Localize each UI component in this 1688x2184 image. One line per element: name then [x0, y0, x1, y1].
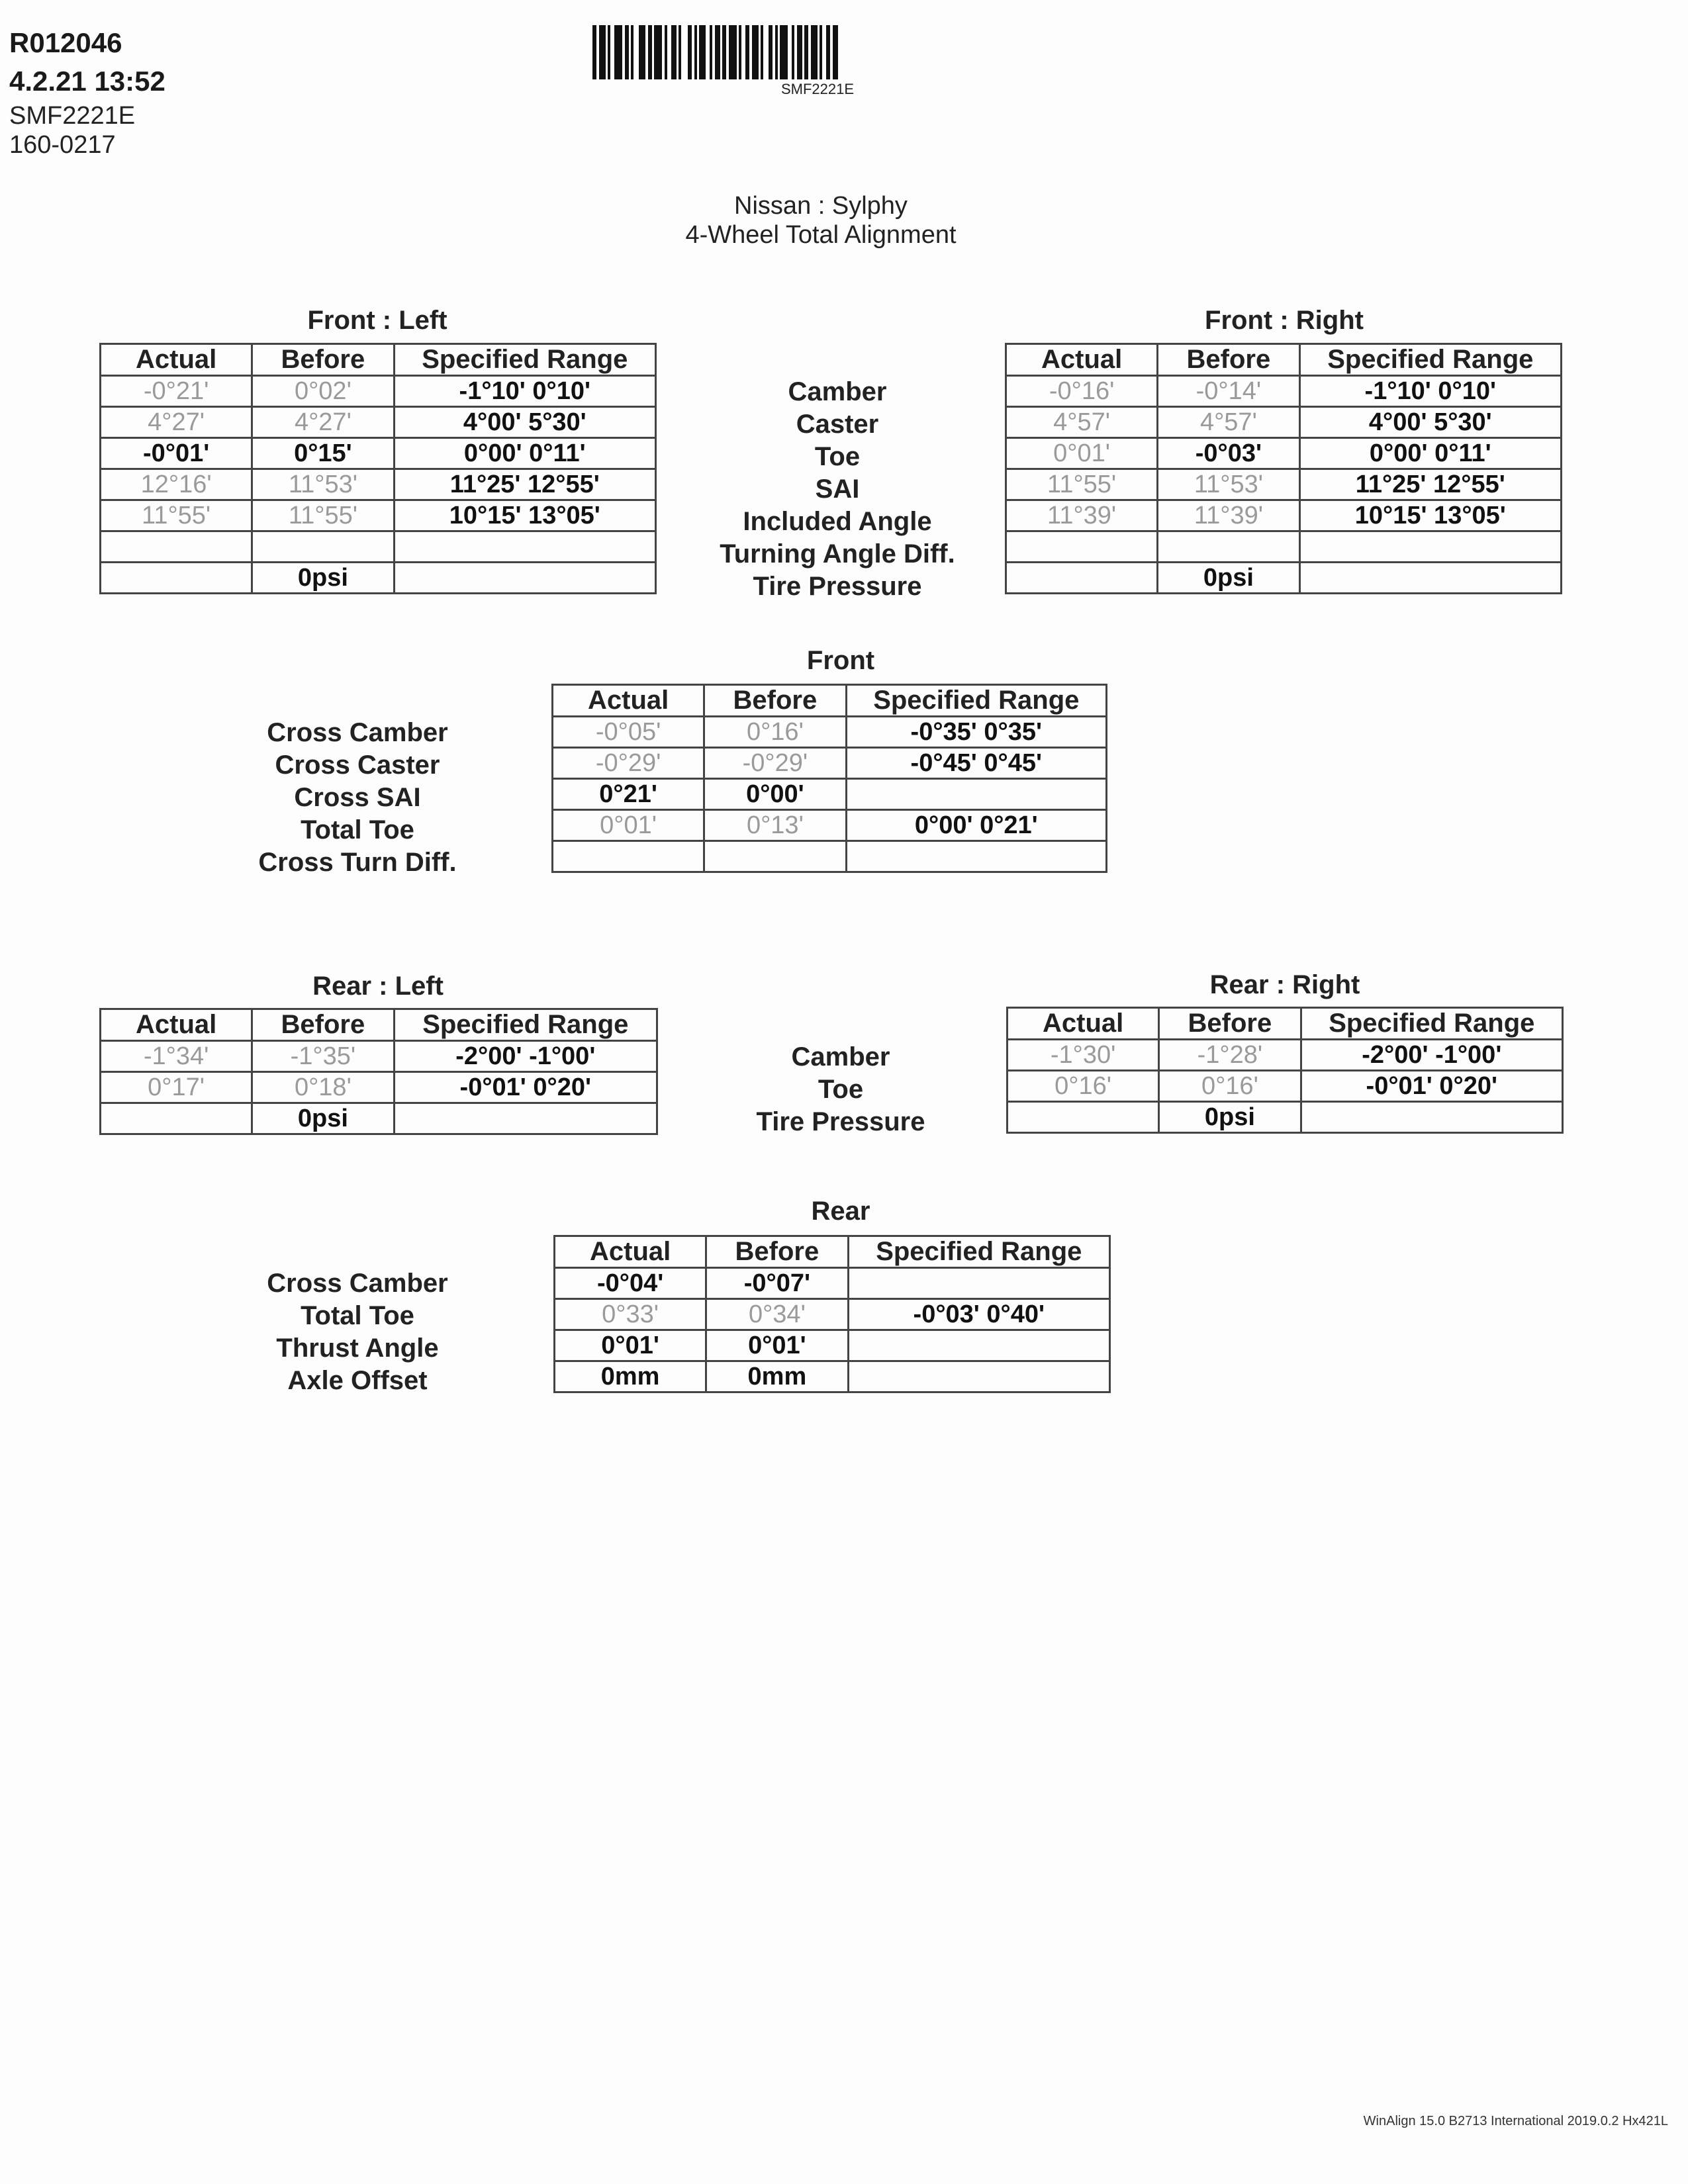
report-datetime: 4.2.21 13:52	[9, 66, 165, 97]
barcode-bar	[811, 25, 818, 79]
rear-cross-labels	[225, 1267, 490, 1397]
barcode-label: SMF2221E	[780, 81, 855, 97]
label-tire-pressure: Tire Pressure	[756, 1107, 925, 1136]
range-cell: 0°00' 0°21'	[846, 810, 1106, 841]
actual-cell: -1°34'	[101, 1041, 252, 1072]
before-cell: -0°03'	[1158, 438, 1299, 469]
label-camber: Camber	[791, 1042, 890, 1071]
front-right-title: Front : Right	[1205, 306, 1364, 335]
rear-left-title: Rear : Left	[312, 972, 444, 1001]
front-left-title: Front : Left	[307, 306, 447, 335]
actual-cell: -0°16'	[1006, 376, 1158, 407]
table-row	[1008, 1102, 1563, 1133]
col-actual: Actual	[1006, 344, 1158, 376]
actual-cell: 11°55'	[1006, 469, 1158, 500]
table-row	[101, 376, 656, 407]
actual-cell: -0°04'	[555, 1268, 706, 1299]
label-cross-camber: Cross Camber	[267, 1269, 448, 1298]
actual-cell: 0°16'	[1008, 1071, 1159, 1102]
table-row	[1006, 531, 1562, 563]
actual-cell: 0°01'	[553, 810, 704, 841]
before-cell: 0psi	[1158, 563, 1299, 594]
range-cell: -1°10' 0°10'	[1299, 376, 1561, 407]
barcode-bar	[633, 25, 639, 79]
barcode-bar	[715, 25, 720, 79]
range-cell: 10°15' 13°05'	[1299, 500, 1561, 531]
range-cell	[394, 563, 655, 594]
label-cross-caster: Cross Caster	[275, 751, 440, 780]
table-row	[101, 438, 656, 469]
label-camber: Camber	[788, 377, 887, 406]
col-actual: Actual	[101, 1009, 252, 1041]
col-before: Before	[1158, 344, 1299, 376]
col-actual: Actual	[555, 1236, 706, 1268]
table-row	[101, 563, 656, 594]
before-cell: 0°18'	[252, 1072, 394, 1103]
actual-cell	[101, 563, 252, 594]
col-before: Before	[704, 685, 846, 717]
before-cell	[704, 841, 846, 872]
rear-right-title: Rear : Right	[1209, 970, 1360, 999]
table-row	[553, 841, 1107, 872]
actual-cell: 0°01'	[555, 1330, 706, 1361]
label-toe: Toe	[814, 442, 861, 471]
label-included-angle: Included Angle	[743, 507, 932, 536]
before-cell	[252, 531, 394, 563]
before-cell: 4°57'	[1158, 407, 1299, 438]
front-measure-labels	[669, 376, 1006, 603]
before-cell: -0°29'	[704, 748, 846, 779]
before-cell: -0°07'	[706, 1268, 848, 1299]
table-row	[553, 810, 1107, 841]
before-cell: 0psi	[252, 1103, 394, 1134]
table-row	[555, 1330, 1110, 1361]
table-row	[553, 748, 1107, 779]
table-row	[555, 1361, 1110, 1392]
col-range: Specified Range	[848, 1236, 1109, 1268]
range-cell	[394, 1103, 657, 1134]
barcode-bar	[699, 25, 706, 79]
actual-cell	[1006, 563, 1158, 594]
work-number: 160-0217	[9, 131, 116, 159]
actual-cell: 11°39'	[1006, 500, 1158, 531]
before-cell: 0psi	[1159, 1102, 1301, 1133]
actual-cell: 0°17'	[101, 1072, 252, 1103]
actual-cell	[101, 1103, 252, 1134]
vehicle-code: SMF2221E	[9, 102, 136, 130]
actual-cell: 0°33'	[555, 1299, 706, 1330]
table-row	[553, 717, 1107, 748]
front-cross-table	[551, 684, 1107, 873]
range-cell: -0°01' 0°20'	[394, 1072, 657, 1103]
before-cell	[1158, 531, 1299, 563]
col-before: Before	[252, 1009, 394, 1041]
software-version: WinAlign 15.0 B2713 International 2019.0.2 Hx421L	[1363, 2114, 1668, 2128]
rear-measure-labels	[669, 1041, 1013, 1138]
range-cell: 4°00' 5°30'	[1299, 407, 1561, 438]
rear-cross-title: Rear	[811, 1197, 870, 1226]
range-cell: -0°01' 0°20'	[1301, 1071, 1562, 1102]
before-cell: 0°16'	[1159, 1071, 1301, 1102]
table-row	[101, 531, 656, 563]
before-cell: -1°28'	[1159, 1040, 1301, 1071]
table-row	[101, 1103, 657, 1134]
range-cell: -0°03' 0°40'	[848, 1299, 1109, 1330]
actual-cell	[553, 841, 704, 872]
table-row	[101, 1041, 657, 1072]
label-thrust-angle: Thrust Angle	[276, 1334, 439, 1363]
barcode-bar	[671, 25, 677, 79]
col-range: Specified Range	[1301, 1008, 1562, 1040]
range-cell: -2°00' -1°00'	[394, 1041, 657, 1072]
label-caster: Caster	[796, 410, 879, 439]
range-cell	[848, 1268, 1109, 1299]
label-total-toe: Total Toe	[301, 1301, 414, 1330]
col-before: Before	[1159, 1008, 1301, 1040]
table-row	[101, 469, 656, 500]
before-cell: -1°35'	[252, 1041, 394, 1072]
label-axle-offset: Axle Offset	[287, 1366, 428, 1395]
label-turning-angle-diff: Turning Angle Diff.	[720, 539, 955, 569]
range-cell: 0°00' 0°11'	[1299, 438, 1561, 469]
actual-cell: 4°57'	[1006, 407, 1158, 438]
barcode-bar	[729, 25, 737, 79]
barcode-bar	[614, 25, 622, 79]
before-cell: -0°14'	[1158, 376, 1299, 407]
table-row	[555, 1299, 1110, 1330]
before-cell: 0°15'	[252, 438, 394, 469]
range-cell	[1299, 531, 1561, 563]
label-cross-sai: Cross SAI	[294, 783, 421, 812]
actual-cell: 4°27'	[101, 407, 252, 438]
barcode-bar	[763, 25, 769, 79]
actual-cell: 0°21'	[553, 779, 704, 810]
table-row	[1006, 376, 1562, 407]
barcode-bar	[780, 25, 788, 79]
actual-cell: 0°01'	[1006, 438, 1158, 469]
before-cell: 0°01'	[706, 1330, 848, 1361]
table-row	[1008, 1071, 1563, 1102]
barcode-bar	[681, 25, 688, 79]
table-row	[1008, 1040, 1563, 1071]
col-actual: Actual	[1008, 1008, 1159, 1040]
col-before: Before	[252, 344, 394, 376]
before-cell: 11°53'	[1158, 469, 1299, 500]
front-right-table	[1005, 343, 1562, 594]
range-cell	[1299, 563, 1561, 594]
table-row	[1006, 563, 1562, 594]
label-toe: Toe	[818, 1075, 864, 1104]
range-cell	[1301, 1102, 1562, 1133]
actual-cell: -0°01'	[101, 438, 252, 469]
table-row	[1006, 407, 1562, 438]
range-cell	[846, 841, 1106, 872]
col-range: Specified Range	[1299, 344, 1561, 376]
range-cell	[394, 531, 655, 563]
table-row	[101, 1072, 657, 1103]
barcode-bar	[797, 25, 802, 79]
table-row	[101, 500, 656, 531]
front-cross-labels	[225, 717, 490, 879]
range-cell: -1°10' 0°10'	[394, 376, 655, 407]
actual-cell	[101, 531, 252, 563]
actual-cell: -1°30'	[1008, 1040, 1159, 1071]
barcode-bar	[752, 25, 759, 79]
table-row	[553, 779, 1107, 810]
actual-cell: 11°55'	[101, 500, 252, 531]
range-cell	[848, 1330, 1109, 1361]
before-cell: 11°55'	[252, 500, 394, 531]
before-cell: 0°16'	[704, 717, 846, 748]
label-cross-camber: Cross Camber	[267, 718, 448, 747]
actual-cell	[1008, 1102, 1159, 1133]
table-row	[1006, 500, 1562, 531]
barcode	[592, 25, 1049, 79]
range-cell: 11°25' 12°55'	[394, 469, 655, 500]
report-title: 4-Wheel Total Alignment	[685, 221, 957, 249]
before-cell: 0°13'	[704, 810, 846, 841]
rear-cross-table	[553, 1235, 1111, 1393]
col-before: Before	[706, 1236, 848, 1268]
before-cell: 11°39'	[1158, 500, 1299, 531]
label-tire-pressure: Tire Pressure	[753, 572, 922, 601]
range-cell: -0°45' 0°45'	[846, 748, 1106, 779]
range-cell: 10°15' 13°05'	[394, 500, 655, 531]
before-cell: 0°34'	[706, 1299, 848, 1330]
label-total-toe: Total Toe	[301, 815, 414, 844]
actual-cell: 12°16'	[101, 469, 252, 500]
before-cell: 4°27'	[252, 407, 394, 438]
table-row	[555, 1268, 1110, 1299]
front-cross-title: Front	[806, 646, 875, 675]
actual-cell: -0°05'	[553, 717, 704, 748]
actual-cell: -0°21'	[101, 376, 252, 407]
before-cell: 11°53'	[252, 469, 394, 500]
table-row	[1006, 469, 1562, 500]
before-cell: 0°00'	[704, 779, 846, 810]
table-row	[101, 407, 656, 438]
col-range: Specified Range	[846, 685, 1106, 717]
barcode-bar	[833, 25, 838, 79]
label-sai: SAI	[815, 475, 860, 504]
actual-cell: 0mm	[555, 1361, 706, 1392]
col-range: Specified Range	[394, 1009, 657, 1041]
barcode-bar	[599, 25, 606, 79]
front-left-table	[99, 343, 657, 594]
before-cell: 0psi	[252, 563, 394, 594]
barcode-bar	[654, 25, 662, 79]
before-cell: 0mm	[706, 1361, 848, 1392]
col-actual: Actual	[553, 685, 704, 717]
range-cell: 0°00' 0°11'	[394, 438, 655, 469]
range-cell: -0°35' 0°35'	[846, 717, 1106, 748]
barcode-bar	[639, 25, 645, 79]
range-cell: -2°00' -1°00'	[1301, 1040, 1562, 1071]
range-cell	[846, 779, 1106, 810]
col-range: Specified Range	[394, 344, 655, 376]
actual-cell: -0°29'	[553, 748, 704, 779]
actual-cell	[1006, 531, 1158, 563]
range-cell: 11°25' 12°55'	[1299, 469, 1561, 500]
before-cell: 0°02'	[252, 376, 394, 407]
col-actual: Actual	[101, 344, 252, 376]
range-cell	[848, 1361, 1109, 1392]
rear-right-table	[1006, 1007, 1564, 1134]
vehicle-title: Nissan : Sylphy	[734, 192, 908, 220]
table-row	[1006, 438, 1562, 469]
label-cross-turn-diff: Cross Turn Diff.	[258, 848, 457, 877]
range-cell: 4°00' 5°30'	[394, 407, 655, 438]
rear-left-table	[99, 1008, 658, 1135]
report-id: R012046	[9, 27, 122, 58]
